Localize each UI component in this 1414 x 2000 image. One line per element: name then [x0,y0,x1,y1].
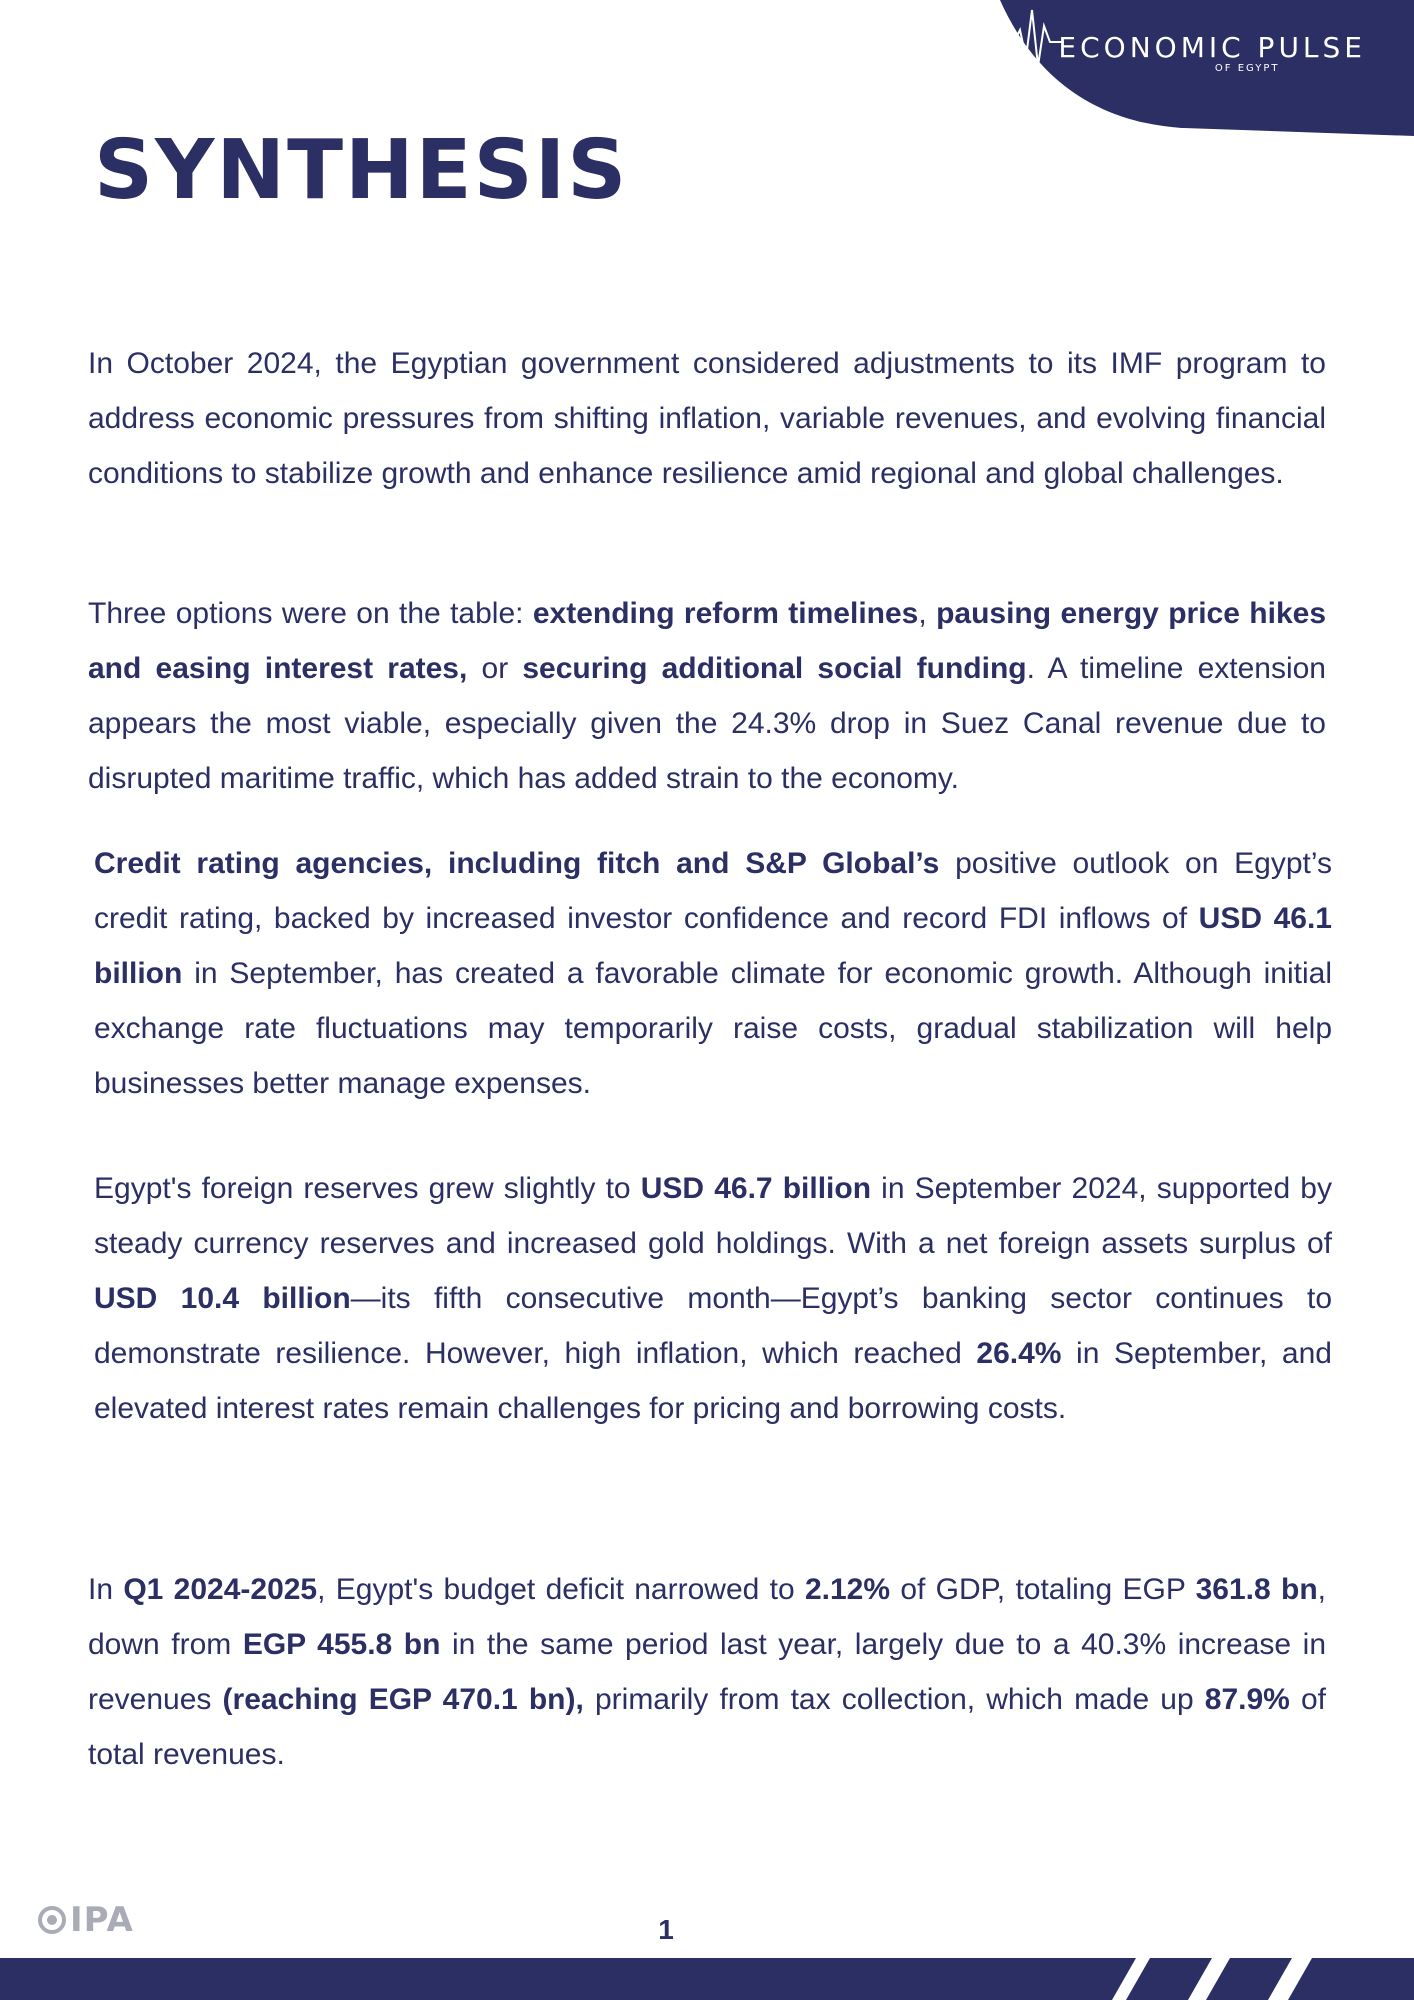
paragraph-text: positive outlook on Egypt’s credit rating, backed by increased investor confidence and record FDI inflows of [94,847,1332,935]
paragraph-text: in September, has created a favorable climate for economic growth. Although initial exchange rate fluctuations may temporarily raise costs, gradual stabilization will help businesses better manage expenses. [94,957,1332,1100]
brand-subtitle: OF EGYPT [1214,63,1280,74]
ipa-logo-text: IPA [70,1900,134,1940]
paragraph-text: , Egypt's budget deficit narrowed to [317,1573,805,1606]
paragraph-credit-rating [94,836,1332,1111]
page-number: 1 [658,1914,674,1945]
paragraph-text: in September, and elevated interest rates remain challenges for pricing and borrowing costs. [94,1337,1332,1425]
paragraph-text: or [467,652,523,685]
emphasized-text: securing additional social funding [522,652,1027,685]
paragraph-text: of GDP, totaling EGP [890,1573,1196,1606]
paragraph-text: In October 2024, the Egyptian government considered adjustments to its IMF program to address economic pressures from shifting inflation, variable revenues, and evolving financial conditions to stabilize growth and enhance resilience amid regional and global challenges. [88,347,1326,490]
paragraph-text: , [918,597,937,630]
paragraph-text: In [88,1573,124,1606]
paragraph-budget-deficit [88,1562,1326,1782]
emphasized-text: Q1 2024-2025 [123,1573,318,1606]
paragraph-text: in the same period last year, largely due to a 40.3% increase in revenues [88,1628,1327,1716]
emphasized-text: 26.4% [976,1337,1062,1370]
heartbeat-icon [1000,0,1064,70]
emphasized-text: USD 10.4 billion [94,1282,351,1315]
paragraph-foreign-reserves [94,1161,1332,1436]
header-corner-banner [1000,0,1414,136]
paragraph-text: Egypt's foreign reserves grew slightly to [94,1172,641,1205]
paragraph-text: —its fifth consecutive month—Egypt’s banking sector continues to demonstrate resilience. However, high inflation, which reached [94,1282,1332,1370]
emphasized-text: EGP 455.8 bn [242,1628,441,1661]
brand-name: ECONOMIC PULSE [1058,31,1366,64]
paragraph-imf-program [88,336,1326,501]
page-title: SYNTHESIS [94,123,629,218]
emphasized-text: 87.9% [1204,1683,1290,1716]
emphasized-text: (reaching EGP 470.1 bn), [222,1683,584,1716]
emphasized-text: extending reform timelines [532,597,919,630]
emphasized-text: 2.12% [804,1573,891,1606]
emphasized-text: 361.8 bn [1195,1573,1318,1606]
paragraph-options [88,586,1326,806]
paragraph-text: in September 2024, supported by steady currency reserves and increased gold holdings. With a net foreign assets surplus of [94,1172,1332,1260]
paragraph-text: , down from [88,1573,1326,1661]
paragraph-text: Three options were on the table: [88,597,533,630]
emphasized-text: USD 46.1 billion [94,902,1332,990]
emphasized-text: pausing energy price hikes and easing interest rates, [88,597,1327,685]
paragraph-text: . A timeline extension appears the most viable, especially given the 24.3% drop in Suez Canal revenue due to disrupted maritime traffic, which has added strain to the economy. [88,652,1326,795]
paragraph-text: primarily from tax collection, which made up [583,1683,1205,1716]
emphasized-text: Credit rating agencies, including fitch and S&P Global’s [94,847,940,880]
paragraph-text: of total revenues. [88,1683,1326,1771]
brand-mark [1058,30,1366,74]
emphasized-text: USD 46.7 billion [640,1172,872,1205]
footer-bar [0,1958,1414,2000]
